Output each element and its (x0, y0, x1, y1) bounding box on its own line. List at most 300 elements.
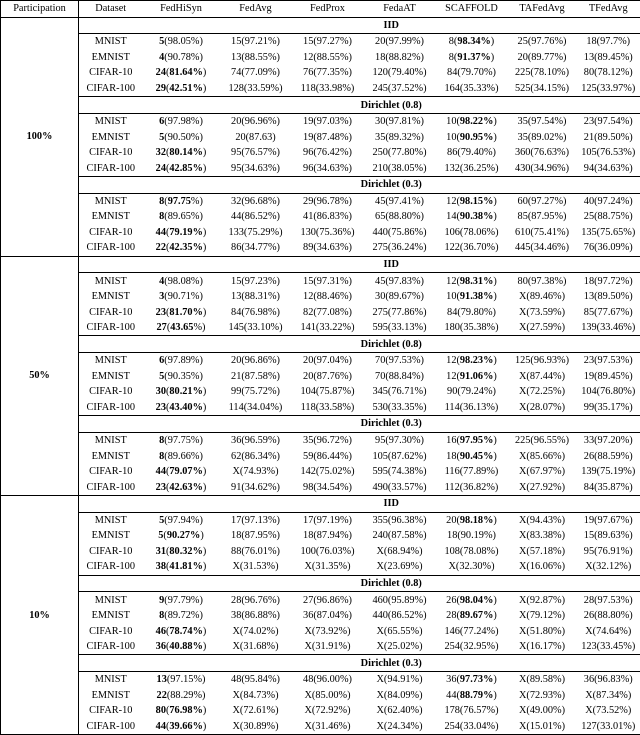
result-cell (292, 225, 364, 241)
value-text: 525(34.15%) (515, 83, 569, 94)
result-cell (143, 512, 220, 528)
value-text: 36(96.59%) (231, 435, 280, 446)
result-cell (436, 289, 508, 305)
bold-value: 44 (156, 466, 166, 477)
result-cell (436, 65, 508, 81)
bold-value: 90.95% (460, 132, 493, 143)
result-cell (143, 113, 220, 129)
result-cell (143, 160, 220, 176)
value-text: ) (203, 163, 206, 174)
value-text: X(16.17%) (519, 641, 565, 652)
result-cell (220, 369, 292, 385)
result-cell (292, 353, 364, 369)
value-text: ) (203, 227, 206, 238)
bold-value: 22 (156, 242, 166, 253)
result-cell (143, 671, 220, 687)
result-cell (143, 544, 220, 560)
value-text: 12( (446, 196, 460, 207)
value-text: 26(88.59%) (584, 451, 633, 462)
result-cell (220, 688, 292, 704)
bold-value: 97.73% (460, 674, 493, 685)
header-fedaat: FedaAT (364, 1, 436, 18)
result-cell (364, 432, 436, 448)
result-cell (364, 639, 436, 655)
result-cell (577, 639, 640, 655)
result-cell (364, 464, 436, 480)
bold-value: 22 (157, 690, 167, 701)
dataset-cell: CIFAR-100 (79, 479, 143, 495)
result-cell (436, 113, 508, 129)
result-cell (292, 320, 364, 336)
bold-value: 5 (159, 371, 164, 382)
bold-value: 23 (156, 307, 166, 318)
value-text: 460(95.89%) (372, 595, 426, 606)
bold-value: 40.88% (169, 641, 202, 652)
value-text: X(57.18%) (519, 546, 565, 557)
bold-value: 42.63% (169, 482, 202, 493)
dataset-cell: CIFAR-100 (79, 320, 143, 336)
value-text: 8( (449, 36, 458, 47)
value-text: 490(33.57%) (372, 482, 426, 493)
result-cell (143, 384, 220, 400)
value-text: ) (203, 721, 206, 732)
result-cell (292, 65, 364, 81)
value-text: ( (167, 322, 170, 333)
result-cell (508, 639, 577, 655)
value-text: 86(34.77%) (231, 242, 280, 253)
value-text: ( (166, 721, 169, 732)
value-text: 32(96.68%) (231, 196, 280, 207)
result-cell (436, 528, 508, 544)
result-cell (436, 81, 508, 97)
value-text: 36(87.04%) (303, 610, 352, 621)
value-text: 59(86.44%) (303, 451, 352, 462)
value-text: 13(89.45%) (584, 52, 633, 63)
result-cell (364, 400, 436, 416)
value-text: 20( (446, 515, 460, 526)
value-text: 142(75.02%) (300, 466, 354, 477)
value-text: X(24.34%) (376, 721, 422, 732)
value-text: ( (166, 466, 169, 477)
result-cell (364, 320, 436, 336)
value-text: 15(97.27%) (303, 36, 352, 47)
value-text: ) (491, 52, 494, 63)
result-cell (577, 320, 640, 336)
result-cell (436, 50, 508, 66)
result-cell (292, 289, 364, 305)
value-text: 14( (446, 211, 460, 222)
value-text: X(84.73%) (232, 690, 278, 701)
value-text: X(68.94%) (376, 546, 422, 557)
result-cell (577, 464, 640, 480)
value-text: 12( (446, 276, 460, 287)
result-cell (577, 719, 640, 735)
result-cell (220, 145, 292, 161)
value-text: ) (203, 147, 206, 158)
value-text: X(74.93%) (232, 466, 278, 477)
section-spacer (79, 336, 143, 353)
bold-value: 91.38% (460, 291, 493, 302)
value-text: ) (203, 641, 206, 652)
result-cell (436, 353, 508, 369)
bold-value: 81.70% (169, 307, 202, 318)
result-cell (508, 703, 577, 719)
bold-value: 4 (159, 276, 164, 287)
value-text: (90.71%) (164, 291, 203, 302)
bold-value: 80 (156, 705, 166, 716)
result-cell (220, 289, 292, 305)
value-text: X(73.92%) (304, 626, 350, 637)
value-text: ) (493, 435, 496, 446)
result-cell (508, 65, 577, 81)
bold-value: 91.06% (460, 371, 493, 382)
value-text: ) (200, 530, 203, 541)
result-cell (292, 592, 364, 608)
result-cell (220, 608, 292, 624)
result-cell (508, 544, 577, 560)
bold-value: 42.35% (169, 242, 202, 253)
result-cell (508, 432, 577, 448)
value-text: (97.94%) (164, 515, 203, 526)
result-cell (220, 193, 292, 209)
value-text: 99(35.17%) (584, 402, 633, 413)
value-text: X(31.53%) (232, 561, 278, 572)
value-text: (98.08%) (164, 276, 203, 287)
value-text: (89.65%) (164, 211, 203, 222)
value-text: 84(76.98%) (231, 307, 280, 318)
value-text: 45(97.41%) (375, 196, 424, 207)
bold-value: 6 (159, 355, 164, 366)
value-text: ) (493, 371, 496, 382)
value-text: X(92.87%) (519, 595, 565, 606)
value-text: X(89.58%) (519, 674, 565, 685)
value-text: 610(75.41%) (515, 227, 569, 238)
result-cell (577, 384, 640, 400)
bold-value: 39.66% (169, 721, 202, 732)
table-body (1, 17, 640, 735)
table-row (1, 320, 640, 336)
section-spacer (79, 177, 143, 194)
table-row (1, 209, 640, 225)
result-cell (577, 50, 640, 66)
dataset-cell: CIFAR-10 (79, 65, 143, 81)
result-cell (508, 113, 577, 129)
value-text: 27(96.86%) (303, 595, 352, 606)
value-text: ) (493, 211, 496, 222)
table-row (1, 353, 640, 369)
result-cell (292, 688, 364, 704)
result-cell (436, 671, 508, 687)
section-header-row (1, 495, 640, 512)
bold-value: 29 (156, 83, 166, 94)
result-cell (292, 671, 364, 687)
value-text: 18(88.82%) (375, 52, 424, 63)
value-text: 254(32.95%) (444, 641, 498, 652)
value-text: ( (166, 705, 169, 716)
value-text: 18(97.7%) (586, 36, 630, 47)
value-text: 80(97.38%) (518, 276, 567, 287)
result-cell (577, 304, 640, 320)
bold-value: 98.23% (460, 355, 493, 366)
result-cell (577, 369, 640, 385)
result-cell (292, 639, 364, 655)
value-text: 85(87.95%) (518, 211, 567, 222)
bold-value: 8 (159, 196, 164, 207)
result-cell (292, 160, 364, 176)
result-cell (508, 448, 577, 464)
result-cell (292, 129, 364, 145)
section-header-row (1, 97, 640, 114)
result-cell (577, 432, 640, 448)
value-text: 10( (446, 116, 460, 127)
table-row (1, 81, 640, 97)
value-text: 26(88.80%) (584, 610, 633, 621)
value-text: (97.98%) (164, 116, 203, 127)
value-text: X(72.92%) (304, 705, 350, 716)
value-text: 15(97.21%) (231, 36, 280, 47)
bold-value: 80.14% (169, 147, 202, 158)
result-cell (436, 608, 508, 624)
result-cell (508, 384, 577, 400)
dataset-cell: EMNIST (79, 688, 143, 704)
value-text: X(89.46%) (519, 291, 565, 302)
table-row (1, 34, 640, 50)
bold-value: 44 (156, 721, 166, 732)
value-text: 240(87.58%) (372, 530, 426, 541)
result-cell (143, 34, 220, 50)
result-cell (436, 193, 508, 209)
table-row (1, 703, 640, 719)
dataset-cell: EMNIST (79, 528, 143, 544)
header-fedprox: FedProx (292, 1, 364, 18)
result-cell (577, 353, 640, 369)
bold-value: 79.19% (169, 227, 202, 238)
result-cell (436, 719, 508, 735)
value-text: 13(88.31%) (231, 291, 280, 302)
bold-value: 42.85% (169, 163, 202, 174)
header-participation: Participation (1, 1, 79, 18)
result-cell (143, 193, 220, 209)
value-text: 96(34.63%) (303, 163, 352, 174)
value-text: X(72.61%) (232, 705, 278, 716)
result-cell (577, 544, 640, 560)
result-cell (436, 639, 508, 655)
result-cell (220, 464, 292, 480)
result-cell (220, 304, 292, 320)
value-text: X(79.12%) (519, 610, 565, 621)
result-cell (292, 273, 364, 289)
value-text: 440(86.52%) (372, 610, 426, 621)
value-text: 225(78.10%) (515, 67, 569, 78)
bold-value: 24 (156, 67, 166, 78)
value-text: 595(33.13%) (372, 322, 426, 333)
value-text: 44(86.52%) (231, 211, 280, 222)
result-cell (436, 129, 508, 145)
value-text: ) (493, 451, 496, 462)
section-title: Dirichlet (0.8) (143, 97, 640, 114)
bold-value: 23 (156, 402, 166, 413)
result-cell (577, 65, 640, 81)
result-cell (436, 479, 508, 495)
result-cell (364, 512, 436, 528)
value-text: ) (493, 515, 496, 526)
result-cell (508, 145, 577, 161)
value-text: 595(74.38%) (372, 466, 426, 477)
section-title: Dirichlet (0.3) (143, 655, 640, 672)
value-text: 12(88.55%) (303, 52, 352, 63)
value-text: 84(79.70%) (447, 67, 496, 78)
dataset-cell: MNIST (79, 671, 143, 687)
result-cell (508, 240, 577, 256)
result-cell (220, 592, 292, 608)
value-text: 91(34.62%) (231, 482, 280, 493)
result-cell (436, 34, 508, 50)
value-text: X(84.09%) (376, 690, 422, 701)
value-text: ( (166, 641, 169, 652)
result-cell (220, 320, 292, 336)
result-cell (220, 225, 292, 241)
value-text: 114(34.04%) (229, 402, 283, 413)
value-text: 275(36.24%) (372, 242, 426, 253)
dataset-cell: EMNIST (79, 209, 143, 225)
section-title: Dirichlet (0.3) (143, 177, 640, 194)
value-text: X(31.35%) (304, 561, 350, 572)
value-text: 12(88.46%) (303, 291, 352, 302)
value-text: ) (493, 595, 496, 606)
result-cell (143, 289, 220, 305)
value-text: 28( (446, 610, 460, 621)
result-cell (508, 289, 577, 305)
bold-value: 8 (159, 435, 164, 446)
value-text: X(72.25%) (519, 386, 565, 397)
value-text: 178(76.57%) (444, 705, 498, 716)
result-cell (436, 160, 508, 176)
result-cell (436, 432, 508, 448)
result-cell (364, 688, 436, 704)
result-cell (292, 623, 364, 639)
value-text: 36(96.83%) (584, 674, 633, 685)
result-cell (292, 703, 364, 719)
result-cell (220, 623, 292, 639)
dataset-cell: EMNIST (79, 369, 143, 385)
value-text: X(67.97%) (519, 466, 565, 477)
value-text: 18(87.95%) (231, 530, 280, 541)
value-text: %) (191, 196, 203, 207)
value-text: X(94.91%) (376, 674, 422, 685)
result-cell (143, 639, 220, 655)
result-cell (577, 703, 640, 719)
value-text: X(15.01%) (519, 721, 565, 732)
result-cell (292, 113, 364, 129)
header-tfedavg: TFedAvg (577, 1, 640, 18)
result-cell (508, 623, 577, 639)
table-row (1, 544, 640, 560)
bold-value: 8 (159, 610, 164, 621)
table-row (1, 160, 640, 176)
value-text: 225(96.55%) (515, 435, 569, 446)
result-cell (143, 304, 220, 320)
dataset-cell: CIFAR-100 (79, 240, 143, 256)
result-cell (577, 671, 640, 687)
dataset-cell: EMNIST (79, 448, 143, 464)
value-text: X(85.00%) (304, 690, 350, 701)
value-text: X(31.91%) (304, 641, 350, 652)
bold-value: 4 (159, 52, 164, 63)
bold-value: 98.04% (460, 595, 493, 606)
value-text: 60(97.27%) (518, 196, 567, 207)
bold-value: 6 (159, 116, 164, 127)
result-cell (292, 304, 364, 320)
bold-value: 81.64% (169, 67, 202, 78)
value-text: 20(96.86%) (231, 355, 280, 366)
result-cell (577, 688, 640, 704)
value-text: 12( (446, 371, 460, 382)
value-text: 26( (446, 595, 460, 606)
value-text: 112(36.82%) (445, 482, 499, 493)
section-header-row (1, 17, 640, 34)
result-cell (364, 559, 436, 575)
section-spacer (79, 655, 143, 672)
result-cell (364, 448, 436, 464)
result-cell (143, 353, 220, 369)
result-cell (436, 623, 508, 639)
table-row (1, 623, 640, 639)
value-text: 141(33.22%) (300, 322, 354, 333)
result-cell (220, 671, 292, 687)
value-text: ) (493, 674, 496, 685)
value-text: 19(97.67%) (584, 515, 633, 526)
table-row (1, 688, 640, 704)
table-row (1, 608, 640, 624)
table-row (1, 448, 640, 464)
value-text: 23(97.53%) (584, 355, 633, 366)
bold-value: 44 (156, 227, 166, 238)
result-cell (143, 623, 220, 639)
dataset-cell: CIFAR-10 (79, 384, 143, 400)
value-text: 35(97.54%) (518, 116, 567, 127)
value-text: 45(97.83%) (375, 276, 424, 287)
bold-value: 98.31% (460, 276, 493, 287)
value-text: 30(97.81%) (375, 116, 424, 127)
bold-value: 79.07% (169, 466, 202, 477)
value-text: X(28.07%) (519, 402, 565, 413)
result-cell (292, 209, 364, 225)
result-cell (508, 559, 577, 575)
bold-value: 90.38% (460, 211, 493, 222)
value-text: 99(75.72%) (231, 386, 280, 397)
value-text: X(72.93%) (519, 690, 565, 701)
bold-value: 90.27% (167, 530, 200, 541)
result-cell (508, 209, 577, 225)
dataset-cell: CIFAR-10 (79, 304, 143, 320)
result-cell (508, 353, 577, 369)
result-cell (508, 688, 577, 704)
value-text: 18(97.72%) (584, 276, 633, 287)
result-cell (292, 34, 364, 50)
result-cell (220, 129, 292, 145)
value-text: 8( (449, 52, 458, 63)
result-cell (436, 320, 508, 336)
result-cell (220, 448, 292, 464)
result-cell (220, 81, 292, 97)
result-cell (143, 688, 220, 704)
participation-cell: 50% (1, 256, 79, 495)
section-title: Dirichlet (0.8) (143, 336, 640, 353)
bold-value: 43.65 (170, 322, 193, 333)
result-cell (364, 623, 436, 639)
value-text: 275(77.86%) (372, 307, 426, 318)
bold-value: 23 (156, 482, 166, 493)
